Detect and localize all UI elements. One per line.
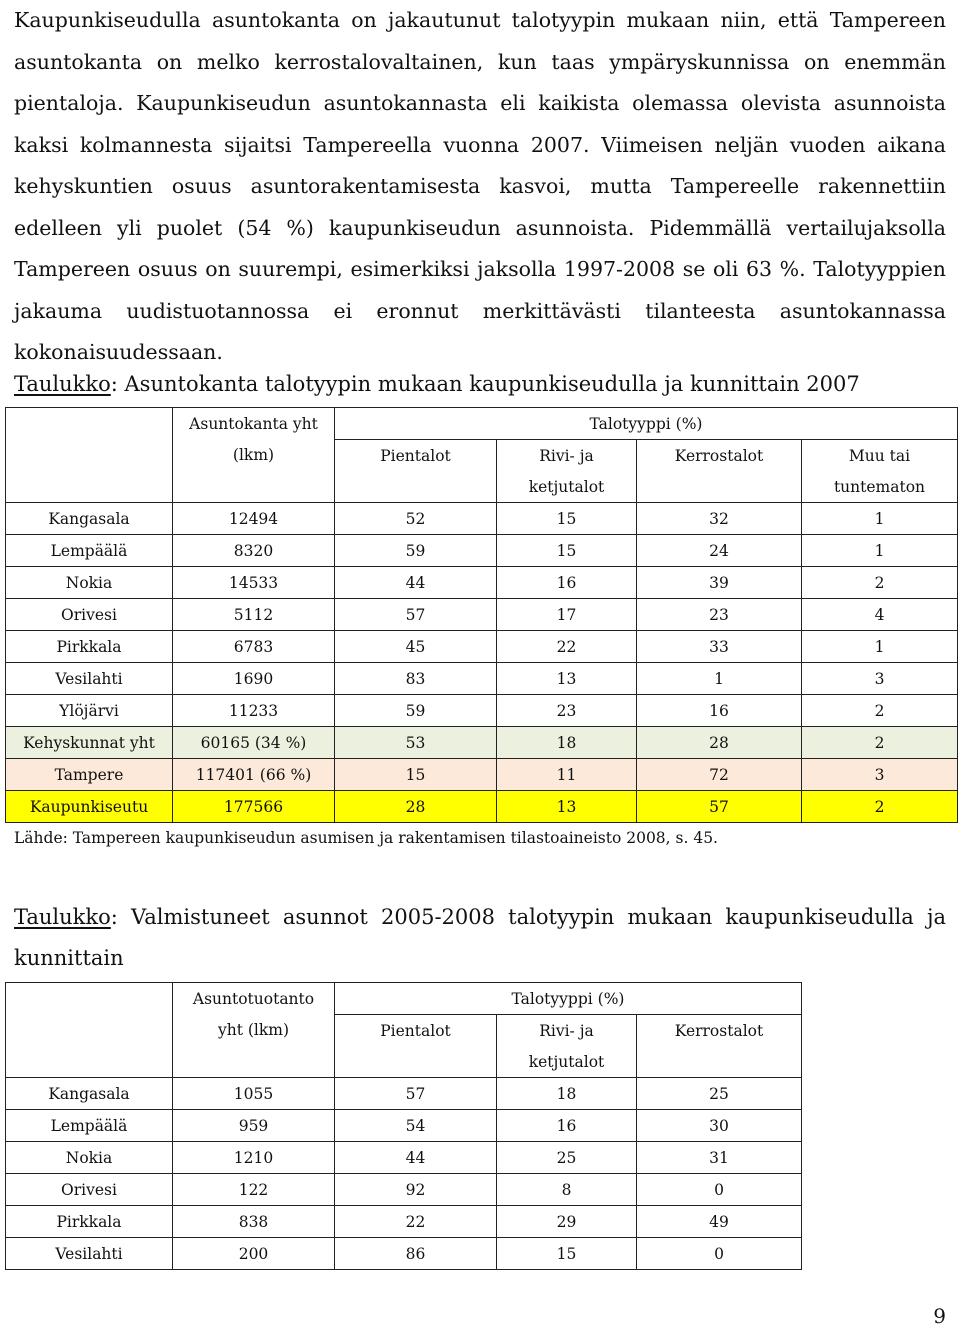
cell: 92 xyxy=(335,1174,497,1206)
table-row xyxy=(6,1110,802,1142)
cell: 17 xyxy=(497,599,637,631)
table2-col-kerros: Kerrostalot xyxy=(637,1015,802,1047)
table-row xyxy=(6,631,958,663)
cell: 0 xyxy=(637,1238,802,1270)
cell: 83 xyxy=(335,663,497,695)
cell: 117401 (66 %) xyxy=(173,759,335,791)
cell: 3 xyxy=(802,759,958,791)
table-row xyxy=(6,1174,802,1206)
table2-corner-cell xyxy=(6,983,173,1015)
table1-caption xyxy=(14,364,946,405)
table1-col-muu-line2: tuntematon xyxy=(802,471,958,503)
table1-header-total-unit: (lkm) xyxy=(173,440,335,472)
cell: 6783 xyxy=(173,631,335,663)
cell: 13 xyxy=(497,791,637,823)
cell: 57 xyxy=(335,599,497,631)
cell: 15 xyxy=(335,759,497,791)
table1-col-pientalot: Pientalot xyxy=(335,440,497,472)
cell: 177566 xyxy=(173,791,335,823)
table-row xyxy=(6,1238,802,1270)
cell: 28 xyxy=(335,791,497,823)
table2-col-rivi: Rivi- ja xyxy=(497,1015,637,1047)
cell: 14533 xyxy=(173,567,335,599)
cell: 2 xyxy=(802,727,958,759)
intro-paragraph: Kaupunkiseudulla asuntokanta on jakautunut talotyypin mukaan niin, että Tampereen asuntokanta on melko kerrostalovaltainen, kun taas ympäryskunnissa on enemmän pientaloja. Kaupunkiseudun asuntokannasta eli kaikista olemassa olevista asunnoista kaksi kolmannesta sijaitsi Tampereella vuonna 2007. Viimeisen neljän vuoden aikana kehyskuntien osuus asuntorakentamisesta kasvoi, mutta Tampereelle rakennettiin edelleen yli puolet (54 %) kaupunkiseudun asunnoista. Pidemmällä vertailujaksolla Tampereen osuus on suurempi, esimerkiksi jaksolla 1997-2008 se oli 63 %. Talotyyppien jakauma uudistuotannossa ei eronnut merkittävästi tilanteesta asuntokannassa kokonaisuudessaan. xyxy=(14,8,946,364)
table1-corner-cell xyxy=(6,408,173,440)
table-row-kaupunkiseutu xyxy=(6,791,958,823)
table-row xyxy=(6,535,958,567)
row-label: Pirkkala xyxy=(6,631,173,663)
cell: 54 xyxy=(335,1110,497,1142)
cell: 16 xyxy=(637,695,802,727)
cell: 57 xyxy=(637,791,802,823)
row-label: Lempäälä xyxy=(6,1110,173,1142)
cell: 22 xyxy=(497,631,637,663)
table2-caption-lead: Taulukko xyxy=(14,905,111,929)
cell: 1055 xyxy=(173,1078,335,1110)
row-label: Tampere xyxy=(6,759,173,791)
table2-col-pientalot: Pientalot xyxy=(335,1015,497,1047)
cell: 16 xyxy=(497,567,637,599)
cell: 1 xyxy=(802,631,958,663)
table1-col-muu: Muu tai xyxy=(802,440,958,472)
cell: 30 xyxy=(637,1110,802,1142)
cell: 200 xyxy=(173,1238,335,1270)
row-label: Ylöjärvi xyxy=(6,695,173,727)
page-number: 9 xyxy=(933,1304,946,1328)
row-label: Kangasala xyxy=(6,503,173,535)
row-label: Kaupunkiseutu xyxy=(6,791,173,823)
table2-caption xyxy=(14,897,946,979)
cell: 44 xyxy=(335,567,497,599)
cell: 13 xyxy=(497,663,637,695)
cell: 44 xyxy=(335,1142,497,1174)
cell: 45 xyxy=(335,631,497,663)
cell: 23 xyxy=(497,695,637,727)
table2-caption-text: : Valmistuneet asunnot 2005-2008 talotyypin mukaan kaupunkiseudulla ja kunnittain xyxy=(14,905,946,970)
row-label: Vesilahti xyxy=(6,1238,173,1270)
cell: 1690 xyxy=(173,663,335,695)
cell: 15 xyxy=(497,503,637,535)
cell: 1 xyxy=(802,535,958,567)
row-label: Orivesi xyxy=(6,599,173,631)
cell: 39 xyxy=(637,567,802,599)
cell: 23 xyxy=(637,599,802,631)
table2-col-rivi-line2: ketjutalot xyxy=(497,1046,637,1078)
table1-source: Lähde: Tampereen kaupunkiseudun asumisen ja rakentamisen tilastoaineisto 2008, s. 45. xyxy=(14,829,718,847)
cell: 5112 xyxy=(173,599,335,631)
cell: 53 xyxy=(335,727,497,759)
table2-header-total-unit: yht (lkm) xyxy=(173,1015,335,1047)
cell: 122 xyxy=(173,1174,335,1206)
cell: 49 xyxy=(637,1206,802,1238)
cell: 25 xyxy=(637,1078,802,1110)
cell: 838 xyxy=(173,1206,335,1238)
cell: 28 xyxy=(637,727,802,759)
table-row xyxy=(6,663,958,695)
cell: 15 xyxy=(497,1238,637,1270)
table-row xyxy=(6,599,958,631)
cell: 18 xyxy=(497,1078,637,1110)
cell: 32 xyxy=(637,503,802,535)
cell: 1 xyxy=(802,503,958,535)
cell: 24 xyxy=(637,535,802,567)
row-label: Kehyskunnat yht xyxy=(6,727,173,759)
table1-header-total: Asuntokanta yht xyxy=(173,408,335,440)
table-row xyxy=(6,1142,802,1174)
cell: 25 xyxy=(497,1142,637,1174)
row-label: Orivesi xyxy=(6,1174,173,1206)
cell: 57 xyxy=(335,1078,497,1110)
table-row-kehyskunnat xyxy=(6,727,958,759)
row-label: Lempäälä xyxy=(6,535,173,567)
cell: 4 xyxy=(802,599,958,631)
table-row-tampere xyxy=(6,759,958,791)
table-row xyxy=(6,503,958,535)
table1-caption-text: : Asuntokanta talotyypin mukaan kaupunkiseudulla ja kunnittain 2007 xyxy=(110,372,860,396)
cell: 2 xyxy=(802,791,958,823)
cell: 52 xyxy=(335,503,497,535)
cell: 0 xyxy=(637,1174,802,1206)
table-row xyxy=(6,695,958,727)
cell: 12494 xyxy=(173,503,335,535)
cell: 86 xyxy=(335,1238,497,1270)
row-label: Vesilahti xyxy=(6,663,173,695)
cell: 1 xyxy=(637,663,802,695)
cell: 60165 (34 %) xyxy=(173,727,335,759)
cell: 1210 xyxy=(173,1142,335,1174)
row-label: Kangasala xyxy=(6,1078,173,1110)
cell: 72 xyxy=(637,759,802,791)
table2-header-total: Asuntotuotanto xyxy=(173,983,335,1015)
table2-header-group: Talotyyppi (%) xyxy=(335,983,802,1015)
cell: 33 xyxy=(637,631,802,663)
table1-col-rivi-line2: ketjutalot xyxy=(497,471,637,503)
cell: 29 xyxy=(497,1206,637,1238)
row-label: Nokia xyxy=(6,1142,173,1174)
row-label: Nokia xyxy=(6,567,173,599)
cell: 2 xyxy=(802,567,958,599)
table1-col-rivi: Rivi- ja xyxy=(497,440,637,472)
table2-completed-dwellings xyxy=(5,982,802,1270)
table-row xyxy=(6,567,958,599)
table1-caption-lead: Taulukko xyxy=(14,372,111,396)
table-row xyxy=(6,1078,802,1110)
cell: 8 xyxy=(497,1174,637,1206)
cell: 18 xyxy=(497,727,637,759)
table-row xyxy=(6,1206,802,1238)
cell: 3 xyxy=(802,663,958,695)
cell: 11 xyxy=(497,759,637,791)
cell: 11233 xyxy=(173,695,335,727)
table1-col-kerros: Kerrostalot xyxy=(637,440,802,472)
cell: 31 xyxy=(637,1142,802,1174)
row-label: Pirkkala xyxy=(6,1206,173,1238)
table1-housing-stock xyxy=(5,407,958,823)
cell: 16 xyxy=(497,1110,637,1142)
cell: 8320 xyxy=(173,535,335,567)
cell: 59 xyxy=(335,695,497,727)
cell: 2 xyxy=(802,695,958,727)
cell: 59 xyxy=(335,535,497,567)
cell: 15 xyxy=(497,535,637,567)
cell: 22 xyxy=(335,1206,497,1238)
table1-header-group: Talotyyppi (%) xyxy=(335,408,958,440)
cell: 959 xyxy=(173,1110,335,1142)
